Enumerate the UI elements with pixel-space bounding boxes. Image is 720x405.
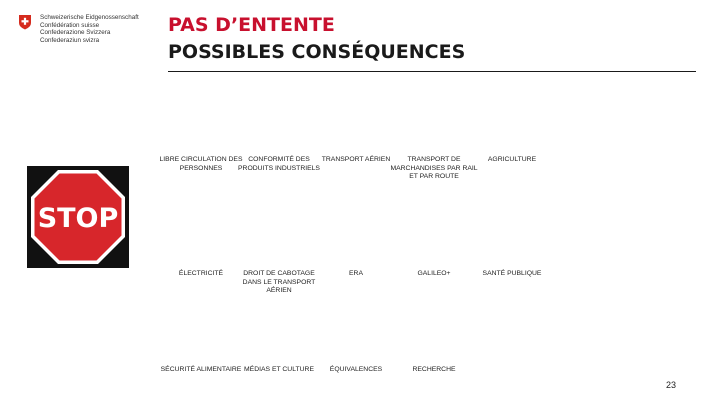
logo-line: Schweizerische Eidgenossenschaft: [40, 14, 139, 21]
title-divider: [168, 71, 696, 72]
slide-title: [168, 12, 465, 66]
consequence-item: GALILEO+: [417, 270, 451, 277]
consequence-item: TRANSPORT AÉRIEN: [321, 156, 391, 163]
consequence-item: SÉCURITÉ ALIMENTAIRE: [160, 366, 242, 373]
consequence-item: RECHERCHE: [412, 366, 456, 373]
consequence-item: DROIT DE CABOTAGE DANS LE TRANSPORT AÉRIEN: [242, 270, 316, 295]
stop-sign-icon: [27, 166, 129, 268]
stop-sign-text: STOP: [37, 203, 119, 234]
logo-line: Confederazione Svizzera: [40, 29, 111, 37]
consequence-item: SANTÉ PUBLIQUE: [482, 270, 542, 277]
consequence-item: ERA: [349, 270, 363, 277]
consequence-item: LIBRE CIRCULATION DES PERSONNES: [159, 156, 243, 172]
consequence-item: CONFORMITÉ DES PRODUITS INDUSTRIELS: [238, 156, 320, 172]
consequence-item: MÉDIAS ET CULTURE: [244, 366, 314, 373]
swiss-shield-icon: [18, 14, 32, 30]
page-number: 23: [665, 380, 676, 390]
title-line-2: POSSIBLES CONSÉQUENCES: [168, 41, 466, 63]
confederation-logo: [18, 14, 139, 44]
confederation-wordmark: [40, 14, 139, 44]
logo-line: Confederaziun svizra: [40, 36, 100, 44]
consequence-item: TRANSPORT DE MARCHANDISES PAR RAIL ET PAR ROUTE: [390, 156, 478, 181]
consequence-item: AGRICULTURE: [487, 156, 537, 163]
consequence-item: ÉQUIVALENCES: [329, 366, 383, 373]
consequence-item: ÉLECTRICITÉ: [178, 270, 224, 277]
logo-line: Confédération suisse: [40, 21, 100, 29]
title-line-1: PAS D’ENTENTE: [168, 14, 335, 36]
